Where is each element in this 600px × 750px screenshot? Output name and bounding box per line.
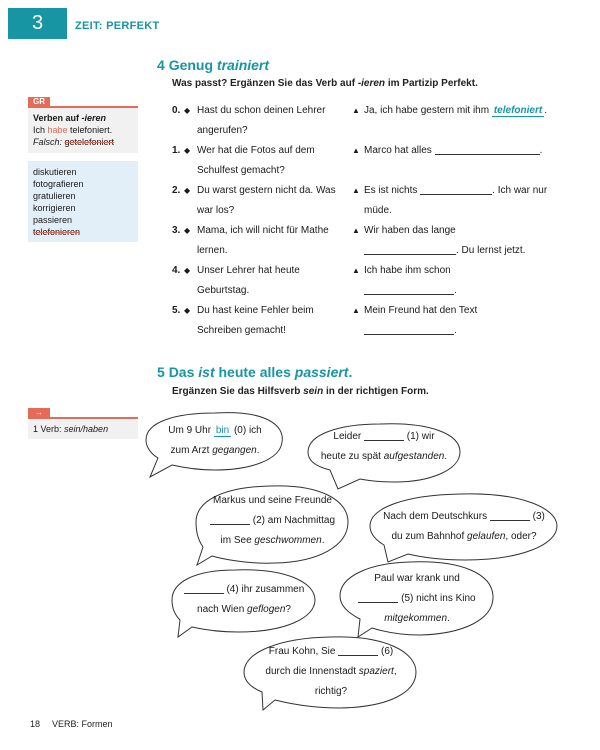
exercise4-title-italic: trainiert bbox=[216, 57, 270, 73]
question-text: Du hast keine Fehler beim Schreiben gemacht! bbox=[197, 305, 314, 336]
triangle-icon: ▲ bbox=[352, 306, 360, 315]
bubble-italic: geflogen bbox=[247, 604, 286, 615]
rule-example-aux: habe bbox=[47, 125, 68, 135]
verb-item: korrigieren bbox=[33, 203, 76, 213]
answer-text: Ja, ich habe gestern mit ihm bbox=[364, 105, 492, 116]
bubble-end: . bbox=[321, 535, 325, 546]
verb-item: fotografieren bbox=[33, 179, 84, 189]
exercise5-number: 5 bbox=[157, 364, 165, 380]
diamond-icon: ◆ bbox=[184, 106, 191, 115]
verb-item: telefonieren bbox=[33, 227, 81, 237]
bubble-end: . bbox=[447, 613, 450, 624]
rule-title: Verben auf bbox=[33, 113, 82, 123]
chapter-title: ZEIT: PERFEKT bbox=[75, 20, 160, 32]
bubble-answer: bin bbox=[215, 425, 230, 436]
question-number: 2. bbox=[172, 185, 181, 196]
instr-post: in der richtigen Form. bbox=[323, 386, 429, 397]
bubble-text: Paul war krank und bbox=[374, 573, 460, 584]
grammar-tag: GR bbox=[28, 97, 50, 106]
title-part-italic: passiert bbox=[294, 364, 349, 380]
bubble-number: (5) nicht ins Kino bbox=[398, 593, 476, 604]
chapter-number: 3 bbox=[8, 8, 67, 39]
bubble-text-2 bbox=[200, 491, 345, 551]
answer-text: Mein Freund hat den Text bbox=[364, 305, 478, 316]
bubble-number: (1) wir bbox=[404, 431, 435, 442]
question-text: Hast du schon deinen Lehrer angerufen? bbox=[197, 105, 326, 136]
bubble-blank[interactable] bbox=[358, 591, 398, 603]
question-text: Unser Lehrer hat heute Geburtstag. bbox=[197, 265, 300, 296]
question-number: 0. bbox=[172, 105, 181, 116]
title-part: Das bbox=[168, 364, 199, 380]
answer-text: Marco hat alles bbox=[364, 145, 435, 156]
bubble-number: (4) ihr zusammen bbox=[223, 584, 305, 595]
instr-italic: -ieren bbox=[357, 78, 386, 89]
triangle-icon: ▲ bbox=[352, 146, 360, 155]
bubble-text: richtig? bbox=[314, 686, 348, 697]
question-text: Du warst gestern nicht da. Was war los? bbox=[197, 185, 336, 216]
bubble-end: . bbox=[256, 445, 260, 456]
verb-item: gratulieren bbox=[33, 191, 76, 201]
bubble-number: (3) bbox=[529, 511, 545, 522]
instr-post: im Partizip Perfekt. bbox=[385, 78, 478, 89]
diamond-icon: ◆ bbox=[184, 186, 191, 195]
bubble-end: , oder? bbox=[505, 531, 537, 542]
title-part-italic: ist bbox=[198, 364, 215, 380]
bubble-blank[interactable] bbox=[184, 582, 224, 594]
bubble-italic: gelaufen bbox=[467, 531, 506, 542]
title-part: heute alles bbox=[214, 364, 295, 380]
answer-end: . bbox=[539, 145, 543, 156]
bubble-text-1 bbox=[313, 427, 455, 467]
answer-end: . bbox=[454, 285, 457, 296]
bubble-text: im See bbox=[220, 535, 255, 546]
title-part: . bbox=[348, 364, 353, 380]
answer-end: . Du lernst jetzt. bbox=[456, 245, 526, 256]
bubble-italic: aufgestanden bbox=[383, 451, 445, 462]
bubble-italic: spaziert bbox=[358, 666, 394, 677]
question-number: 1. bbox=[172, 145, 181, 156]
question-text: Wer hat die Fotos auf dem Schulfest gemacht? bbox=[197, 145, 315, 176]
bubble-text-6 bbox=[252, 642, 410, 702]
answer-text: Es ist nichts bbox=[364, 185, 421, 196]
bubble-text: Frau Kohn, Sie bbox=[268, 646, 339, 657]
diamond-icon: ◆ bbox=[184, 266, 191, 275]
bubble-text-0 bbox=[155, 421, 275, 461]
bubble-text: du zum Bahnhof bbox=[391, 531, 468, 542]
triangle-icon: ▲ bbox=[352, 226, 360, 235]
page-footer bbox=[30, 719, 113, 729]
question-number: 4. bbox=[172, 265, 181, 276]
bubble-italic: mitgekommen bbox=[384, 613, 448, 624]
question-number: 5. bbox=[172, 305, 181, 316]
bubble-italic: geschwommen bbox=[254, 535, 322, 546]
answer-end: . bbox=[544, 105, 547, 116]
bubble-number: (0) ich bbox=[231, 425, 262, 436]
bubble-italic: gegangen bbox=[212, 445, 257, 456]
triangle-icon: ▲ bbox=[352, 186, 360, 195]
rule-wrong-label: Falsch: bbox=[33, 137, 65, 147]
bubble-end: . bbox=[444, 451, 448, 462]
rule-wrong-word: getelefoniert bbox=[64, 137, 115, 147]
answer-end: . Ich war nur müde. bbox=[364, 185, 548, 216]
bubble-blank[interactable] bbox=[210, 513, 250, 525]
rule-example-pre: Ich bbox=[33, 125, 48, 135]
answer-text: Ich habe ihm schon bbox=[364, 265, 451, 276]
bubble-blank[interactable] bbox=[338, 644, 378, 656]
bubble-text-4 bbox=[176, 580, 312, 620]
page-number: 18 bbox=[30, 719, 41, 729]
bubble-blank[interactable] bbox=[490, 509, 530, 521]
diamond-icon: ◆ bbox=[184, 306, 191, 315]
bubble-text: Um 9 Uhr bbox=[168, 425, 214, 436]
bubble-end: , bbox=[393, 666, 397, 677]
bubble-text: heute zu spät bbox=[320, 451, 384, 462]
bubble-text: durch die Innenstadt bbox=[265, 666, 359, 677]
rule-title-italic: -ieren bbox=[81, 113, 107, 123]
bubble-text: Leider bbox=[333, 431, 364, 442]
bubble-text: nach Wien bbox=[197, 604, 248, 615]
bubble-number: (6) bbox=[378, 646, 394, 657]
diamond-icon: ◆ bbox=[184, 146, 191, 155]
bubble-text: Markus und seine Freunde bbox=[213, 495, 332, 506]
instr-italic: sein bbox=[303, 386, 324, 397]
bubble-text-3 bbox=[376, 507, 552, 547]
question-number: 3. bbox=[172, 225, 181, 236]
bubble-number: (2) am Nachmittag bbox=[249, 515, 336, 526]
instr-pre: Was passt? Ergänzen Sie das Verb auf bbox=[172, 78, 358, 89]
footer-section: VERB: Formen bbox=[52, 719, 113, 729]
verb-item: passieren bbox=[33, 215, 73, 225]
bubble-text-5 bbox=[345, 569, 489, 629]
diamond-icon: ◆ bbox=[184, 226, 191, 235]
answer-text: Wir haben das lange bbox=[364, 225, 456, 236]
arrow-icon: → bbox=[28, 408, 50, 417]
exercise4-number: 4 bbox=[157, 57, 165, 73]
reference-italic: sein/haben bbox=[64, 424, 109, 434]
question-text: Mama, ich will nicht für Mathe lernen. bbox=[197, 225, 329, 256]
reference-label: 1 Verb: bbox=[33, 424, 65, 434]
bubble-text: zum Arzt bbox=[170, 445, 213, 456]
exercise4-title-plain: Genug bbox=[168, 57, 217, 73]
bubble-text: Nach dem Deutschkurs bbox=[383, 511, 490, 522]
rule-example-verb: telefoniert. bbox=[67, 125, 113, 135]
answer-end: . bbox=[454, 325, 457, 336]
bubble-blank[interactable] bbox=[364, 429, 404, 441]
triangle-icon: ▲ bbox=[352, 106, 360, 115]
verb-item: diskutieren bbox=[33, 167, 77, 177]
answer-filled: telefoniert bbox=[493, 105, 543, 116]
triangle-icon: ▲ bbox=[352, 266, 360, 275]
instr-pre: Ergänzen Sie das Hilfsverb bbox=[172, 386, 304, 397]
bubble-end: ? bbox=[285, 604, 291, 615]
